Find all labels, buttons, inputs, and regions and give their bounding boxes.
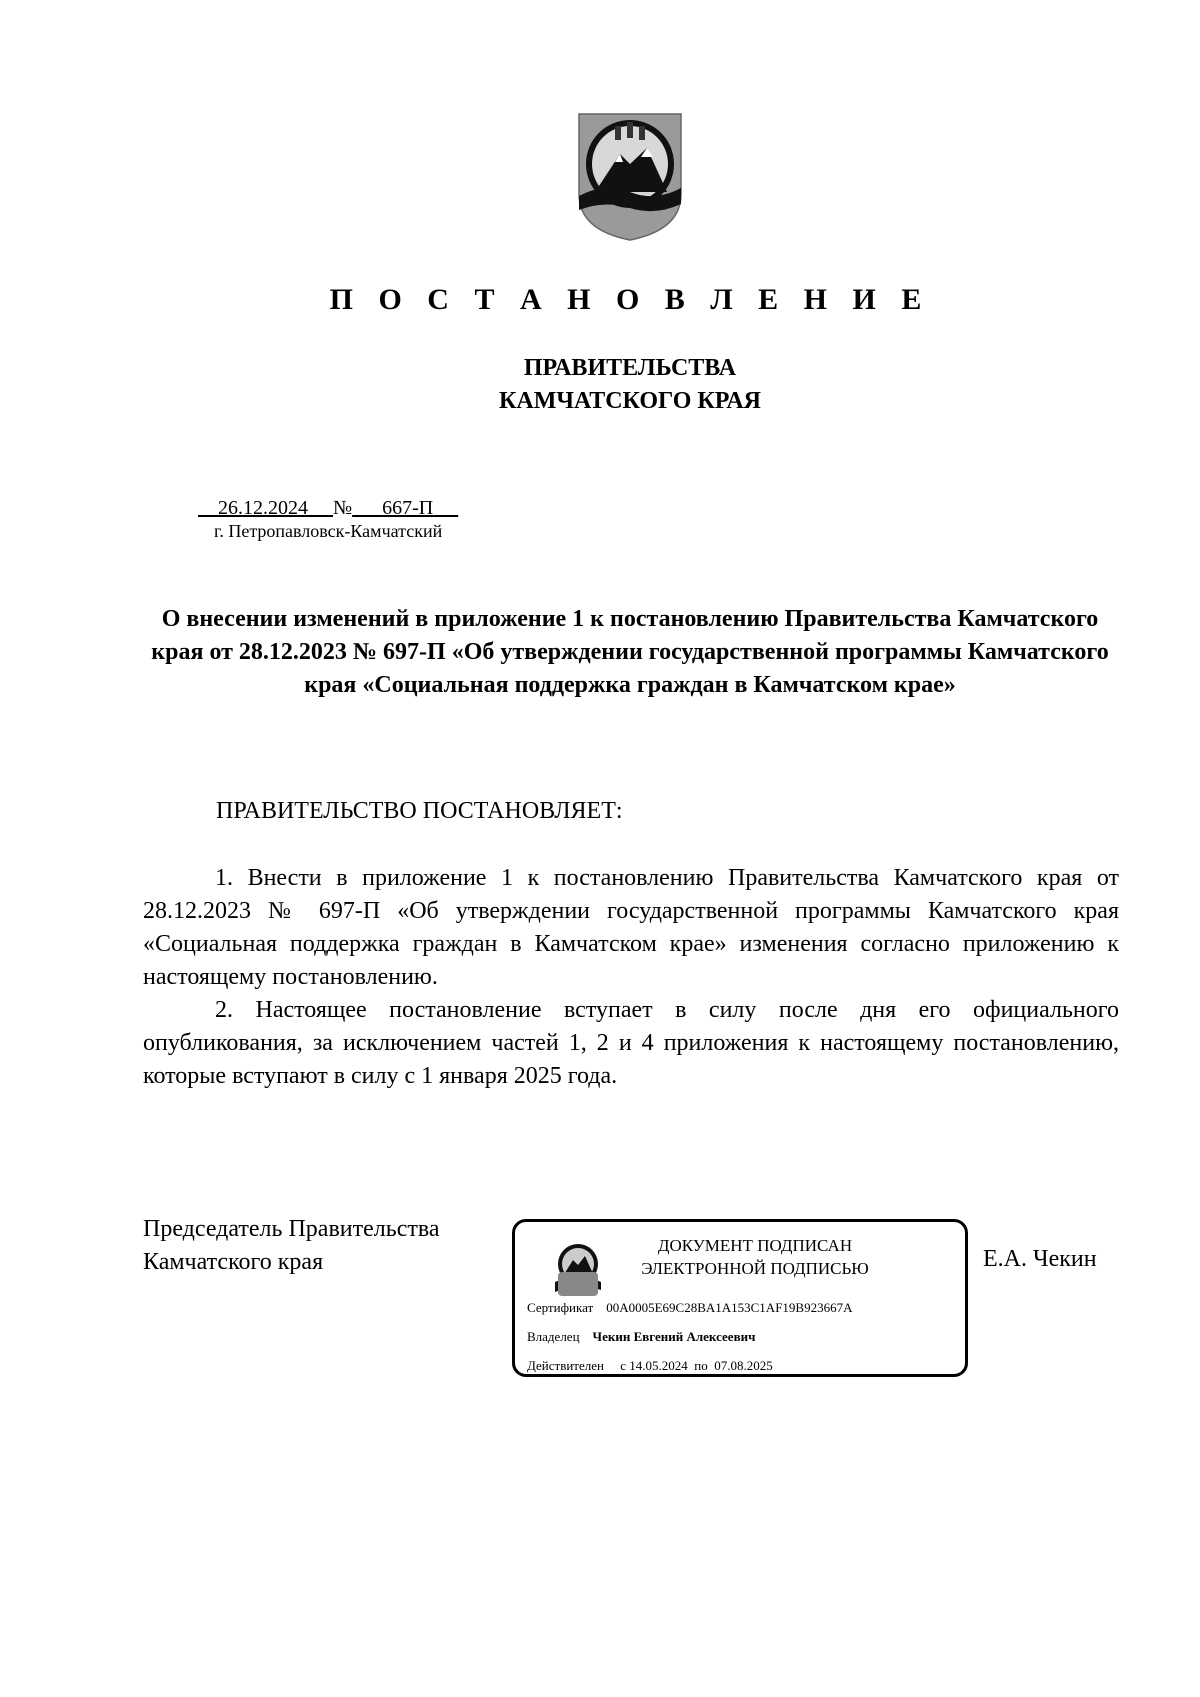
stamp-validity-row bbox=[527, 1358, 773, 1374]
stamp-owner-row bbox=[527, 1329, 755, 1345]
owner-value: Чекин Евгений Алексеевич bbox=[592, 1329, 756, 1344]
registration-line bbox=[198, 497, 458, 519]
decree-heading: ПРАВИТЕЛЬСТВО ПОСТАНОВЛЯЕТ: bbox=[216, 798, 623, 824]
coat-of-arms-emblem bbox=[575, 112, 685, 242]
signer-position bbox=[143, 1213, 440, 1279]
document-body bbox=[143, 862, 1119, 1093]
document-number: 667-П bbox=[382, 497, 434, 519]
document-subject: О внесении изменений в приложение 1 к постановлению Правительства Камчатского края от 28.12.2023 № 697-П «Об утверждении государственной программы Камчатского края «Социальная поддержка граждан в Камчатском крае» bbox=[151, 606, 1109, 698]
paragraph-2: 2. Настоящее постановление вступает в силу после дня его официального опубликования, за исключением частей 1, 2 и 4 приложения к настоящему постановлению, которые вступают в силу с 1 января 2025 года. bbox=[143, 997, 1119, 1089]
stamp-line1: ДОКУМЕНТ ПОДПИСАН bbox=[657, 1236, 853, 1255]
government-name-line2: КАМЧАТСКОГО КРАЯ bbox=[498, 388, 762, 414]
stamp-emblem-icon bbox=[553, 1242, 603, 1298]
stamp-header bbox=[635, 1234, 875, 1280]
document-city: г. Петропавловск-Камчатский bbox=[214, 521, 443, 541]
signer-position-line2: Камчатского края bbox=[143, 1249, 324, 1275]
validity-label: Действителен bbox=[527, 1358, 604, 1373]
stamp-line2: ЭЛЕКТРОННОЙ ПОДПИСЬЮ bbox=[641, 1259, 869, 1278]
signer-position-line1: Председатель Правительства bbox=[143, 1216, 440, 1242]
electronic-signature-stamp bbox=[512, 1219, 968, 1377]
certificate-label: Сертификат bbox=[527, 1300, 594, 1315]
stamp-certificate-row bbox=[527, 1300, 852, 1316]
valid-from-prefix: с bbox=[620, 1358, 626, 1373]
document-date: 26.12.2024 bbox=[218, 497, 308, 519]
paragraph-1: 1. Внести в приложение 1 к постановлению Правительства Камчатского края от 28.12.2023 № 697-П «Об утверждении государственной программы Камчатского края «Социальная поддержка граждан в Камчатском крае» изменения согласно приложению к настоящему постановлению. bbox=[143, 865, 1119, 990]
valid-to-date: 07.08.2025 bbox=[714, 1358, 773, 1373]
signer-name: Е.А. Чекин bbox=[983, 1246, 1097, 1272]
owner-label: Владелец bbox=[527, 1329, 580, 1344]
number-sign: № bbox=[333, 497, 353, 519]
document-type-title: П О С Т А Н О В Л Е Н И Е bbox=[329, 283, 931, 316]
valid-to-prefix: по bbox=[694, 1358, 708, 1373]
certificate-value: 00A0005E69C28BA1A153C1AF19B923667A bbox=[606, 1300, 853, 1315]
government-name-line1: ПРАВИТЕЛЬСТВА bbox=[523, 355, 737, 381]
valid-from-date: 14.05.2024 bbox=[629, 1358, 688, 1373]
